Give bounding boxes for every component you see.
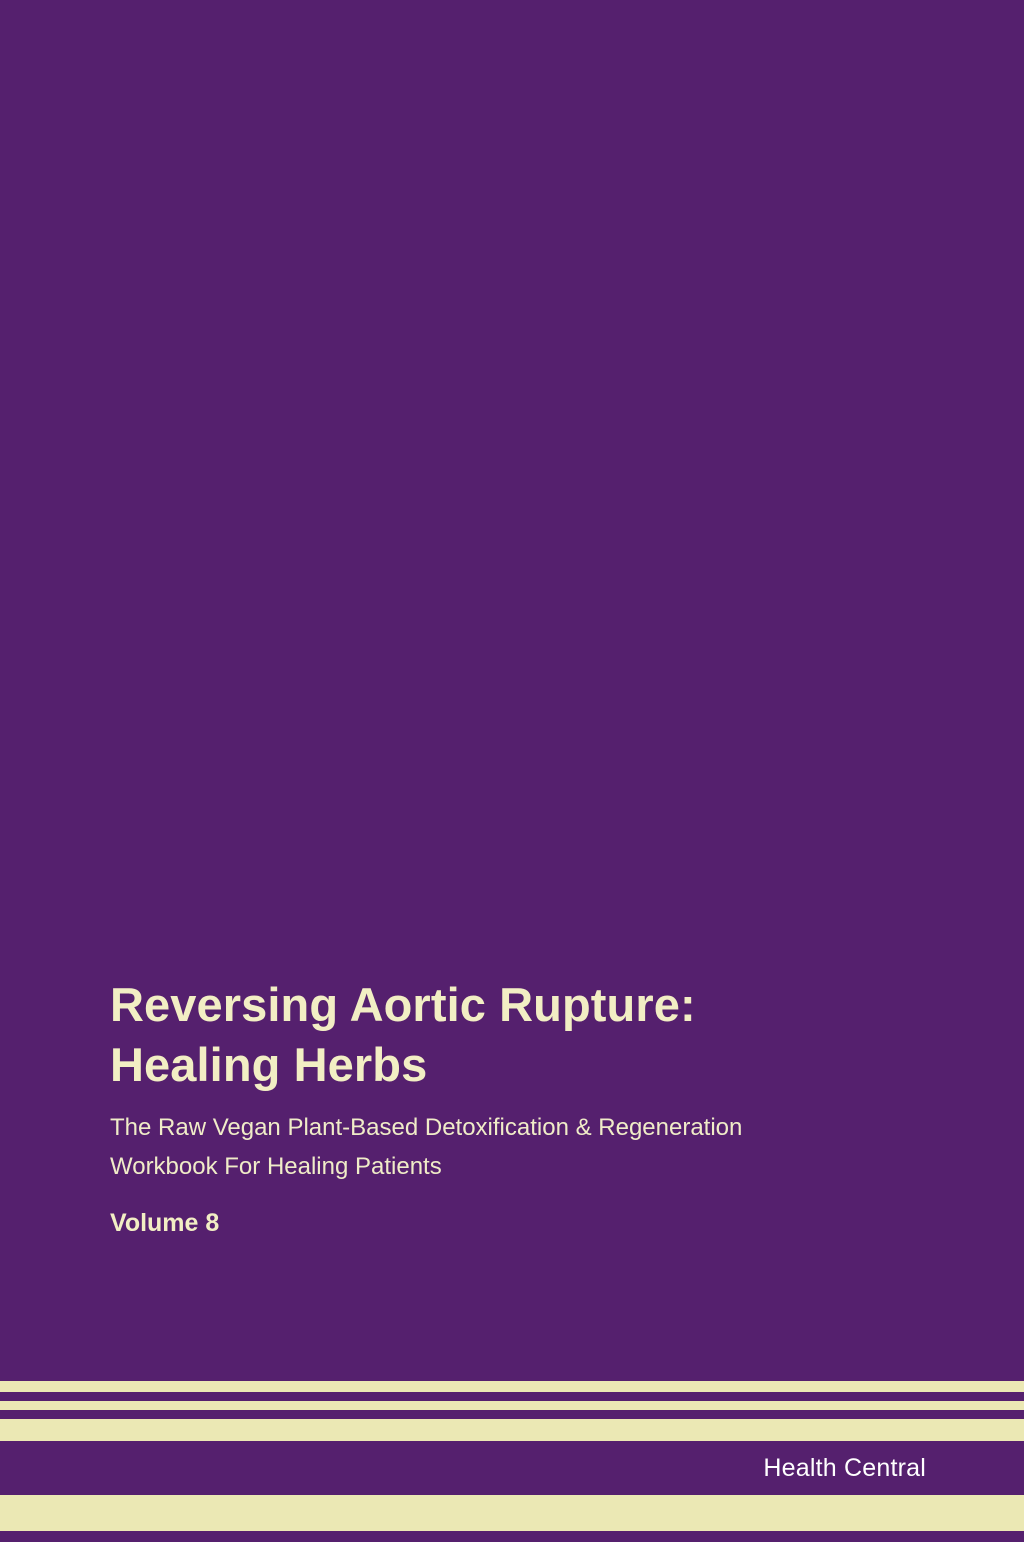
stripe-purple-3 — [0, 1531, 1024, 1542]
page-title — [110, 975, 850, 1095]
publisher-band — [0, 1441, 1024, 1495]
stripe-cream-3 — [0, 1419, 1024, 1441]
book-title-line-1: Reversing Aortic Rupture: — [110, 978, 696, 1031]
book-subtitle-line-2: Workbook For Healing Patients — [110, 1153, 442, 1181]
book-subtitle — [110, 1109, 810, 1187]
stripe-cream-1 — [0, 1381, 1024, 1392]
stripe-cream-2 — [0, 1401, 1024, 1410]
cover-text-block — [0, 975, 1024, 1238]
book-subtitle-line-1: The Raw Vegan Plant-Based Detoxification & Regeneration — [110, 1114, 743, 1142]
publisher-name: Health Central — [763, 1453, 926, 1482]
cover-stripe-decoration — [0, 1381, 1024, 1542]
stripe-purple-1 — [0, 1392, 1024, 1401]
book-title-line-2: Healing Herbs — [110, 1038, 428, 1092]
stripe-purple-2 — [0, 1410, 1024, 1419]
book-volume: Volume 8 — [110, 1209, 220, 1238]
stripe-cream-4 — [0, 1495, 1024, 1531]
